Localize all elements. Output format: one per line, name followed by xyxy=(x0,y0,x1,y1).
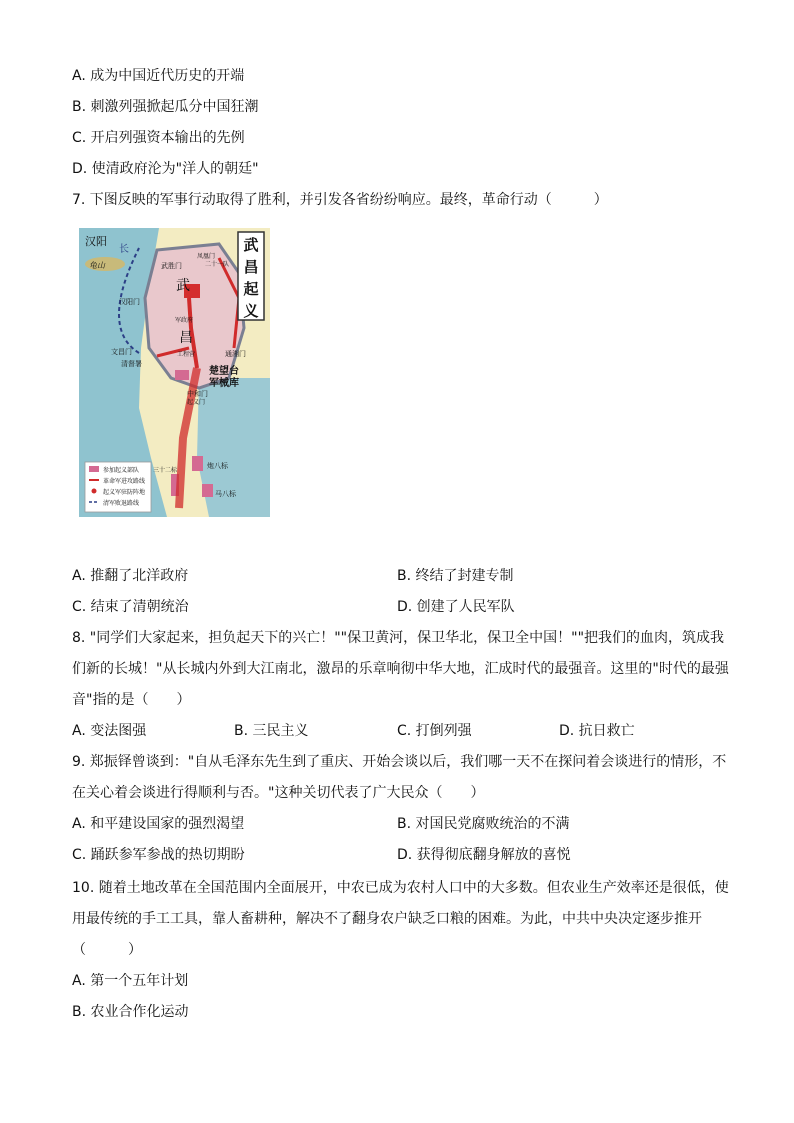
label-regiment32: 三十二标 xyxy=(153,467,178,474)
label-wushengmen: 武胜门 xyxy=(161,262,182,270)
q8-line-3: 音"指的是（ ） xyxy=(72,692,191,708)
map-title-char: 起 xyxy=(243,280,259,298)
label-chang-river: 长 xyxy=(119,244,129,255)
q10-option-a: A. 第一个五年计划 xyxy=(72,973,189,989)
q6-option-c: C. 开启列强资本输出的先例 xyxy=(72,130,245,146)
q9-option-a: A. 和平建设国家的强烈渴望 xyxy=(72,816,245,832)
q10-line-3: （ ） xyxy=(72,942,142,958)
label-zhonghemen: 中和门 xyxy=(187,390,208,398)
legend-swatch-troops xyxy=(89,466,99,472)
legend-troops: 参加起义部队 xyxy=(103,467,140,474)
q8-option-d: D. 抗日救亡 xyxy=(559,723,635,739)
map-title-char: 昌 xyxy=(243,258,259,276)
label-hanyangmen: 汉阳门 xyxy=(119,298,140,306)
troop-block xyxy=(175,370,189,380)
q10-line-2: 用最传统的手工工具，靠人畜耕种，解决不了翻身农户缺乏口粮的困难。为此，中共中央决定逐步推开 xyxy=(72,911,702,927)
label-yamen: 军政府 xyxy=(175,317,194,324)
q8-line-1: 8. "同学们大家起来，担负起天下的兴亡！""保卫黄河，保卫华北，保卫全中国！""把我们的血肉，筑成我 xyxy=(72,630,725,646)
label-cavalry8: 马八标 xyxy=(215,490,236,498)
q9-option-b: B. 对国民党腐败统治的不满 xyxy=(397,816,570,832)
label-tongxiangmen: 通湘门 xyxy=(225,350,246,358)
q7-stem: 7. 下图反映的军事行动取得了胜利，并引发各省纷纷响应。最终，革命行动（ ） xyxy=(72,192,608,208)
q9-line-2: 在关心着会谈进行得顺利与否。"这种关切代表了广大民众（ ） xyxy=(72,785,485,801)
legend-position: 起义军驻防阵地 xyxy=(103,489,146,496)
q6-option-b: B. 刺激列强掀起瓜分中国狂潮 xyxy=(72,99,259,115)
label-engineers: 工程营 xyxy=(177,351,196,358)
q8-option-b: B. 三民主义 xyxy=(234,723,309,739)
q10-line-1: 10. 随着土地改革在全国范围内全面展开，中农已成为农村人口中的大多数。但农业生产效率还是很低，使 xyxy=(72,880,729,896)
q8-line-2: 们新的长城！"从长城内外到大江南北，激昂的乐章响彻中华大地，汇成时代的最强音。这里的"时代的最强 xyxy=(72,661,729,677)
label-guishan: 龟山 xyxy=(89,261,105,270)
q9-option-c: C. 踊跃参军参战的热切期盼 xyxy=(72,847,245,863)
q6-option-a: A. 成为中国近代历史的开端 xyxy=(72,68,245,84)
q8-option-c: C. 打倒列强 xyxy=(397,723,472,739)
troop-block xyxy=(202,484,213,497)
q7-option-a: A. 推翻了北洋政府 xyxy=(72,568,189,584)
q8-option-a: A. 变法图强 xyxy=(72,723,147,739)
label-wu: 武 xyxy=(176,278,190,294)
q7-option-d: D. 创建了人民军队 xyxy=(397,599,515,615)
q7-option-b: B. 终结了封建专制 xyxy=(397,568,514,584)
legend-swatch-position xyxy=(92,489,97,494)
legend-attack: 革命军进攻路线 xyxy=(103,478,146,485)
q7-option-c: C. 结束了清朝统治 xyxy=(72,599,189,615)
label-chuwangtai: 楚望台 xyxy=(209,366,239,377)
label-fenghuangmen: 凤凰门 xyxy=(197,253,216,260)
q10-option-b: B. 农业合作化运动 xyxy=(72,1004,189,1020)
q9-line-1: 9. 郑振铎曾谈到："自从毛泽东先生到了重庆、开始会谈以后，我们哪一天不在探问着会谈进行的情形，不 xyxy=(72,754,727,770)
q9-option-d: D. 获得彻底翻身解放的喜悦 xyxy=(397,847,571,863)
label-governor: 清督署 xyxy=(121,360,142,368)
troop-block xyxy=(192,456,203,471)
wuchang-uprising-map xyxy=(79,228,270,517)
label-regiment21: 二十一队 xyxy=(205,261,230,268)
label-wenchangmen: 文昌门 xyxy=(111,348,132,356)
map-title-char: 义 xyxy=(243,302,259,320)
label-hanyang: 汉阳 xyxy=(85,235,107,248)
label-artillery8: 炮八标 xyxy=(207,462,228,470)
q6-option-d: D. 使清政府沦为"洋人的朝廷" xyxy=(72,161,259,177)
map-title-char: 武 xyxy=(243,236,259,254)
label-qiyimen: 起义门 xyxy=(187,399,206,406)
label-chang: 昌 xyxy=(179,330,193,346)
label-arsenal: 军械库 xyxy=(209,378,239,389)
legend-retreat: 清军败退路线 xyxy=(103,500,140,507)
